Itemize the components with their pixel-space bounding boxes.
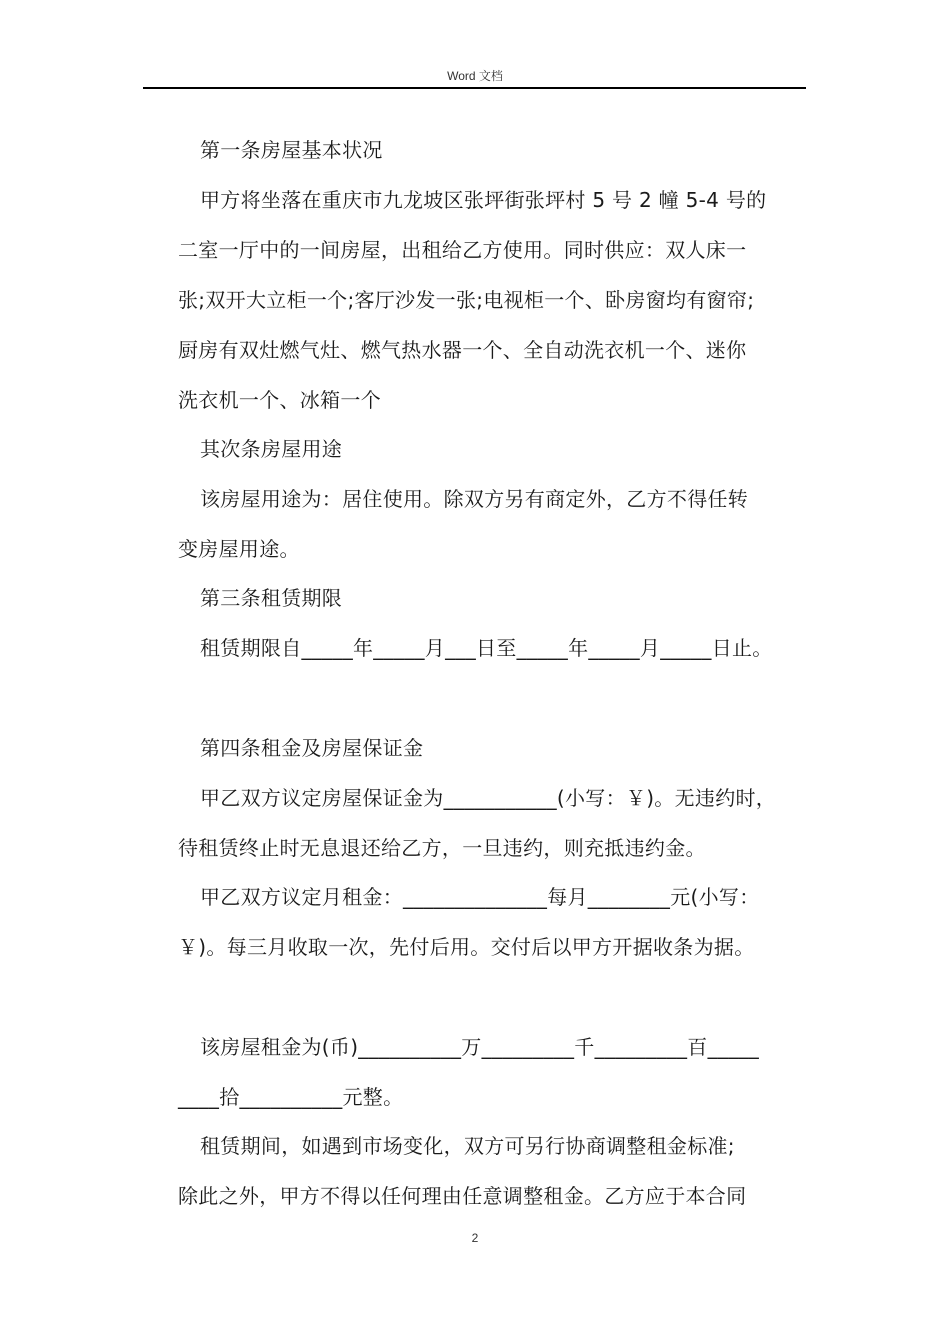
paragraph-line: 二室一厅中的一间房屋，出租给乙方使用。同时供应：双人床一	[178, 238, 747, 262]
article-1-heading: 第一条房屋基本状况	[200, 138, 383, 162]
paragraph-line: 厨房有双灶燃气灶、燃气热水器一个、全自动洗衣机一个、迷你	[178, 338, 747, 362]
paragraph-line: 待租赁终止时无息退还给乙方，一旦违约，则充抵违约金。	[178, 836, 706, 860]
paragraph-line: 洗衣机一个、冰箱一个	[178, 388, 381, 412]
paragraph-line: 除此之外，甲方不得以任何理由任意调整租金。乙方应于本合同	[178, 1184, 747, 1208]
paragraph-line: 变房屋用途。	[178, 537, 300, 561]
paragraph-line: 甲方将坐落在重庆市九龙坡区张坪街张坪村 5 号 2 幢 5-4 号的	[200, 188, 767, 212]
article-2-heading: 其次条房屋用途	[200, 437, 343, 461]
page-number: 2	[471, 1231, 479, 1245]
paragraph-line: 该房屋租金为(币)__________万_________千_________百_____	[200, 1035, 760, 1059]
paragraph-line: 该房屋用途为：居住使用。除双方另有商定外，乙方不得任转	[200, 487, 749, 511]
header-divider	[143, 87, 806, 89]
paragraph-line: 甲乙双方议定房屋保证金为___________(小写：￥)。无违约时，	[200, 786, 777, 810]
paragraph-line: 租赁期限自_____年_____月___日至_____年_____月_____日止。	[200, 636, 773, 660]
article-4-heading: 第四条租金及房屋保证金	[200, 736, 424, 760]
header-title: Word 文档	[447, 69, 503, 83]
paragraph-line: 甲乙双方议定月租金：______________每月________元(小写：	[200, 885, 760, 909]
article-3-heading: 第三条租赁期限	[200, 586, 343, 610]
paragraph-line: 张;双开大立柜一个;客厅沙发一张;电视柜一个、卧房窗均有窗帘;	[178, 288, 755, 312]
paragraph-line: 租赁期间，如遇到市场变化，双方可另行协商调整租金标准;	[200, 1134, 735, 1158]
paragraph-line: ____拾__________元整。	[178, 1085, 404, 1109]
paragraph-line: ￥)。每三月收取一次，先付后用。交付后以甲方开据收条为据。	[178, 935, 755, 959]
